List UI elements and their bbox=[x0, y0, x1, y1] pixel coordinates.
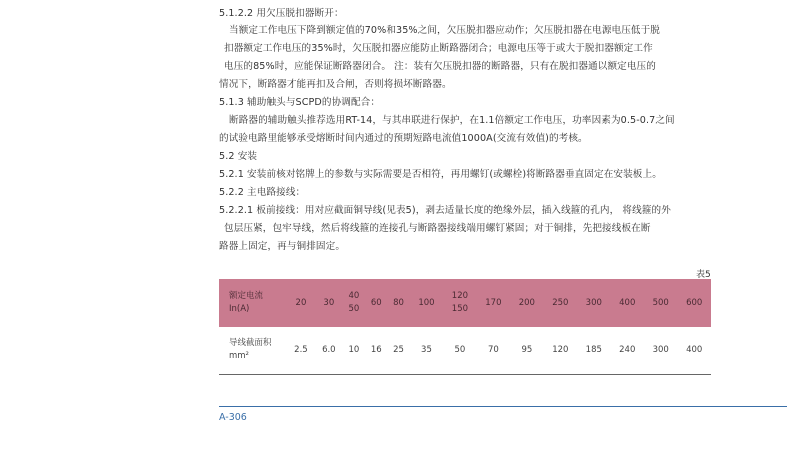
table-cell: 300 bbox=[652, 345, 669, 356]
header-line: mm² bbox=[229, 351, 249, 362]
table-cell bbox=[343, 279, 365, 327]
section-heading-5-2-2-1: 5.2.2.1 板前接线：用对应截面铜导线(见表5)，剥去适量长度的绝缘外层，插入线箍的孔内， 将线箍的外 bbox=[219, 205, 671, 216]
stacked-value bbox=[452, 290, 468, 316]
table-cell: 400 bbox=[686, 345, 703, 356]
table-cell: 70 bbox=[487, 345, 499, 356]
paragraph-line: 包层压紧，包牢导线，然后将线箍的连接孔与断路器接线端用螺钉紧固；对于铜排，先把接线板在断 bbox=[224, 223, 651, 234]
table-row-rated-current bbox=[219, 279, 711, 327]
stacked-value-part: 150 bbox=[451, 304, 469, 314]
table-cell: 6.0 bbox=[322, 345, 336, 356]
table-cell: 600 bbox=[686, 298, 703, 308]
stacked-value-part: 120 bbox=[451, 291, 469, 301]
stacked-value-part: 40 bbox=[348, 291, 360, 301]
table-cell: 250 bbox=[552, 298, 569, 308]
table-cell: 80 bbox=[393, 298, 404, 308]
header-line: In(A) bbox=[229, 304, 250, 314]
table-cell: 200 bbox=[518, 298, 535, 308]
table-label: 表5 bbox=[696, 270, 711, 280]
section-heading-5-2-2: 5.2.2 主电路接线： bbox=[219, 187, 306, 198]
table-header-cell bbox=[219, 327, 287, 374]
section-heading-5-2-1: 5.2.1 安装前核对铭牌上的参数与实际需要是否相符，再用螺钉(或螺栓)将断路器垂直固定在安装板上。 bbox=[219, 169, 662, 180]
table-cell: 95 bbox=[521, 345, 533, 356]
page-number: A-306 bbox=[219, 412, 247, 423]
table-cell: 35 bbox=[421, 345, 432, 356]
table-cell: 2.5 bbox=[294, 345, 308, 356]
table-cell: 20 bbox=[295, 298, 307, 308]
footer-divider bbox=[219, 406, 787, 407]
stacked-value-part: 50 bbox=[348, 304, 360, 314]
table-cell: 500 bbox=[652, 298, 669, 308]
header-line: 额定电流 bbox=[229, 291, 264, 301]
table-cell: 400 bbox=[619, 298, 636, 308]
table-row-wire-section bbox=[219, 327, 711, 374]
paragraph-line: 电压的85%时，应能保证断路器闭合。 注：装有欠压脱扣器的断路器，只有在脱扣器通以额定电压的 bbox=[224, 61, 656, 72]
table-cell: 25 bbox=[393, 345, 404, 356]
table-cell: 100 bbox=[418, 298, 435, 308]
section-heading-5-1-2-2: 5.1.2.2 用欠压脱扣器断开： bbox=[219, 8, 344, 19]
table-cell: 300 bbox=[585, 298, 602, 308]
paragraph-line: 情况下，断路器才能再扣及合闸，否则将损坏断路器。 bbox=[219, 79, 452, 90]
table-cell: 240 bbox=[619, 345, 636, 356]
table-cell: 50 bbox=[454, 345, 466, 356]
table-cell: 185 bbox=[585, 345, 602, 356]
section-heading-5-1-3: 5.1.3 辅助触头与SCPD的协调配合： bbox=[219, 97, 381, 108]
table-cell: 170 bbox=[485, 298, 502, 308]
table-header-cell bbox=[219, 279, 287, 327]
table-cell: 16 bbox=[370, 345, 382, 356]
paragraph-line: 当额定工作电压下降到额定值的70%和35%之间，欠压脱扣器应动作；欠压脱扣器在电源电压低于脱 bbox=[229, 25, 660, 36]
stacked-value bbox=[349, 290, 360, 316]
section-heading-5-2: 5.2 安装 bbox=[219, 151, 258, 162]
table-cell bbox=[443, 279, 476, 327]
paragraph-line: 扣器额定工作电压的35%时，欠压脱扣器应能防止断路器闭合；电源电压等于或大于脱扣器额定工作 bbox=[224, 43, 653, 54]
table-cell: 30 bbox=[323, 298, 335, 308]
wire-size-table bbox=[219, 279, 711, 375]
table-cell: 120 bbox=[552, 345, 569, 356]
paragraph-line: 的试验电路里能够承受熔断时间内通过的预期短路电流值1000A(交流有效值)的考核。 bbox=[219, 133, 588, 144]
table-cell: 60 bbox=[370, 298, 382, 308]
paragraph-line: 路器上固定，再与铜排固定。 bbox=[219, 241, 346, 252]
table-cell: 10 bbox=[348, 345, 360, 356]
paragraph-line: 断路器的辅助触头推荐选用RT-14，与其串联进行保护，在1.1倍额定工作电压，功率因素为0.5-0.7之间 bbox=[229, 115, 675, 126]
header-line: 导线截面积 bbox=[229, 338, 272, 349]
